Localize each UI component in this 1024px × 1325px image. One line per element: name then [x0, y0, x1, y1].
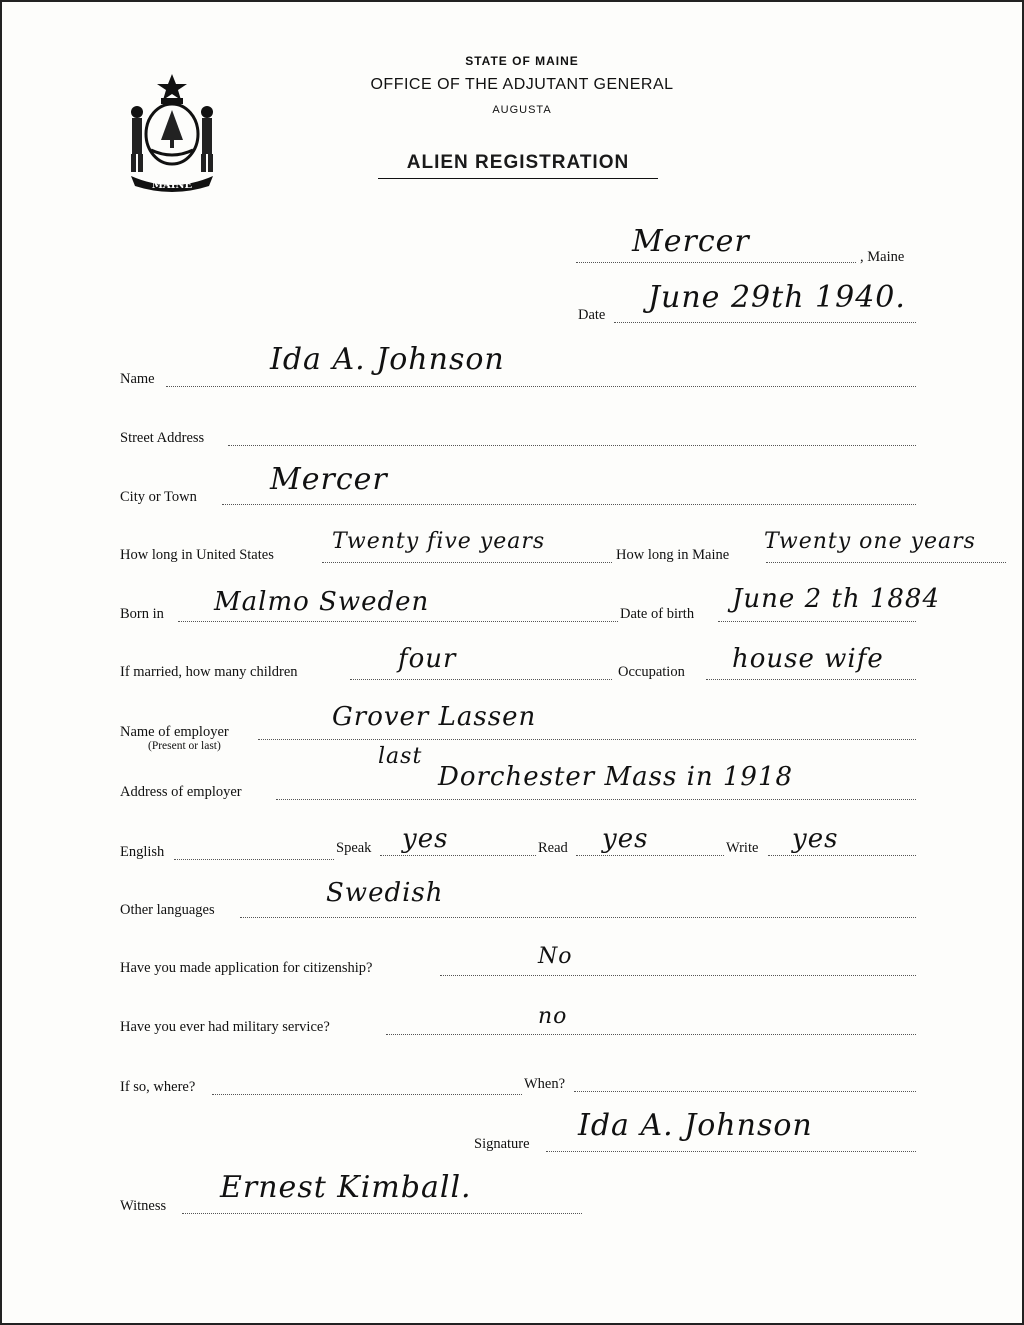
write-label: Write	[726, 840, 759, 856]
read-line	[576, 855, 724, 856]
if-so-where-label: If so, where?	[120, 1079, 196, 1095]
when-line	[574, 1091, 916, 1092]
other-languages-entry: Swedish	[326, 878, 444, 908]
header-city: AUGUSTA	[492, 104, 552, 116]
header-state: STATE OF MAINE	[465, 54, 579, 68]
employer-address-line	[276, 799, 916, 800]
name-line	[166, 386, 916, 387]
name-entry: Ida A. Johnson	[270, 342, 505, 377]
speak-label: Speak	[336, 840, 372, 856]
occupation-line	[706, 679, 916, 680]
date-of-birth-entry: June 2 th 1884	[732, 584, 940, 614]
speak-entry: yes	[402, 824, 449, 854]
occupation-entry: house wife	[732, 644, 884, 674]
witness-label: Witness	[120, 1198, 167, 1214]
witness-line	[182, 1213, 582, 1214]
signature-line	[546, 1151, 916, 1152]
employer-address-entry: Dorchester Mass in 1918	[438, 762, 794, 792]
english-label: English	[120, 844, 165, 860]
other-languages-line	[240, 917, 916, 918]
speak-line	[380, 855, 536, 856]
citizenship-entry: No	[538, 944, 573, 969]
other-languages-label: Other languages	[120, 902, 215, 918]
header-office: OFFICE OF THE ADJUTANT GENERAL	[370, 76, 674, 93]
write-entry: yes	[792, 824, 839, 854]
citizenship-line	[440, 975, 916, 976]
seal-label: MAINE	[151, 180, 193, 191]
town-line	[576, 262, 856, 263]
children-entry: four	[398, 644, 457, 674]
maine-label: , Maine	[860, 249, 905, 265]
street-address-label: Street Address	[120, 430, 205, 446]
employer-note-entry: last	[378, 744, 423, 769]
employer-line	[258, 739, 916, 740]
street-address-line	[228, 445, 916, 446]
military-line	[386, 1034, 916, 1035]
city-line	[222, 504, 916, 505]
read-entry: yes	[602, 824, 649, 854]
name-label: Name	[120, 371, 155, 387]
children-label: If married, how many children	[120, 664, 298, 680]
employer-entry: Grover Lassen	[332, 702, 537, 732]
date-entry: June 29th 1940.	[648, 280, 906, 315]
where-line	[212, 1094, 522, 1095]
born-in-label: Born in	[120, 606, 164, 622]
citizenship-label: Have you made application for citizenship?	[120, 960, 373, 976]
city-label: City or Town	[120, 489, 197, 505]
military-label: Have you ever had military service?	[120, 1019, 330, 1035]
english-line	[174, 859, 334, 860]
date-line	[614, 322, 916, 323]
how-long-us-entry: Twenty five years	[332, 529, 546, 554]
maine-seal-icon	[117, 68, 227, 192]
write-line	[768, 855, 916, 856]
born-in-entry: Malmo Sweden	[214, 587, 430, 617]
title-underline	[378, 178, 658, 179]
occupation-label: Occupation	[618, 664, 685, 680]
how-long-us-line	[322, 562, 612, 563]
read-label: Read	[538, 840, 568, 856]
town-entry: Mercer	[632, 224, 750, 259]
how-long-us-label: How long in United States	[120, 547, 274, 563]
children-line	[350, 679, 612, 680]
signature-entry: Ida A. Johnson	[578, 1108, 813, 1143]
employer-label: Name of employer	[120, 724, 229, 740]
date-of-birth-label: Date of birth	[620, 606, 695, 622]
how-long-maine-entry: Twenty one years	[764, 529, 976, 554]
date-of-birth-line	[718, 621, 916, 622]
how-long-maine-label: How long in Maine	[616, 547, 730, 563]
date-label: Date	[578, 307, 606, 323]
form-title: ALIEN REGISTRATION	[406, 152, 630, 173]
employer-address-label: Address of employer	[120, 784, 242, 800]
city-entry: Mercer	[270, 462, 388, 497]
how-long-maine-line	[766, 562, 1006, 563]
employer-sublabel: (Present or last)	[148, 740, 221, 752]
signature-label: Signature	[474, 1136, 530, 1152]
when-label: When?	[524, 1076, 566, 1092]
military-entry: no	[538, 1004, 568, 1029]
born-in-line	[178, 621, 618, 622]
witness-entry: Ernest Kimball.	[220, 1170, 472, 1205]
